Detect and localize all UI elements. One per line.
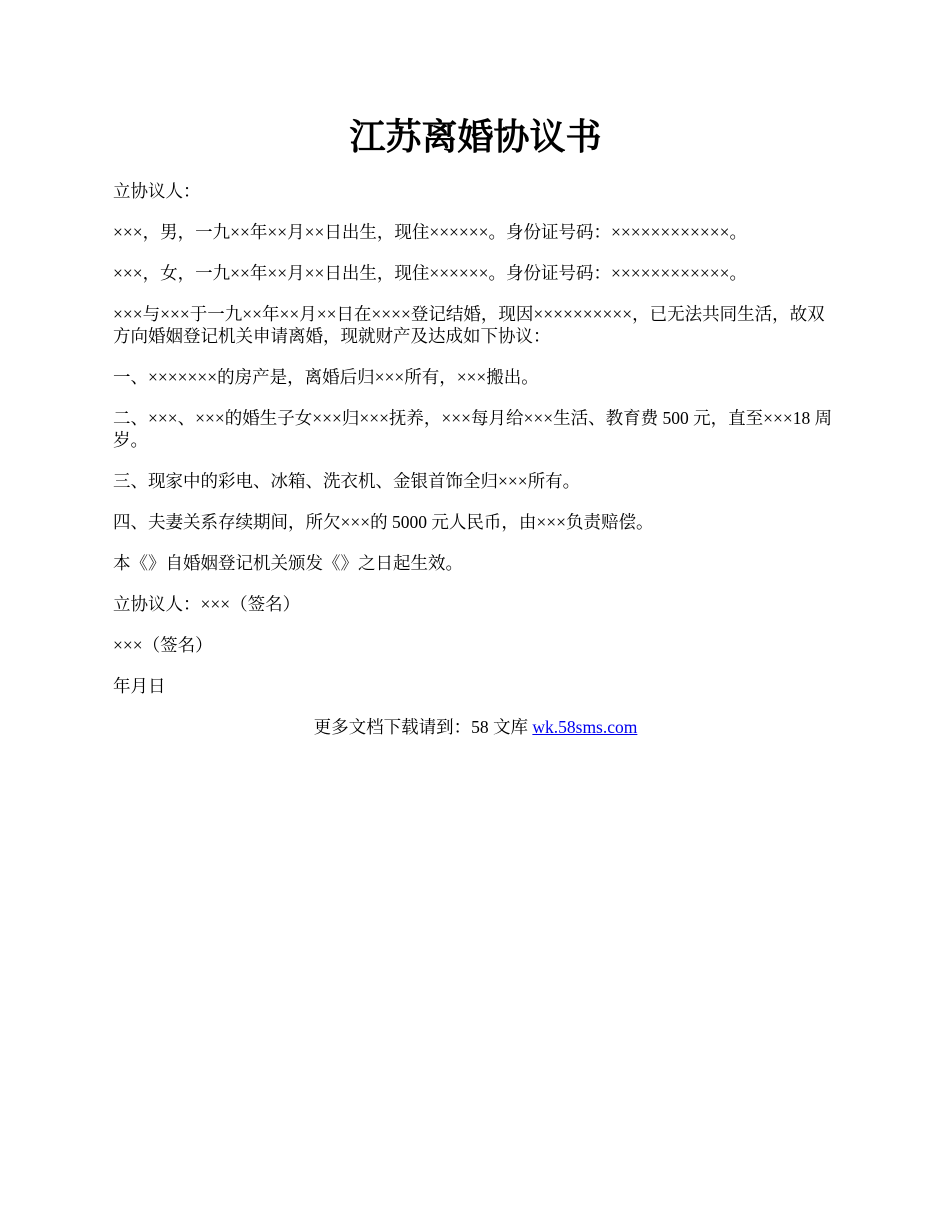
paragraph-effective: 本《》自婚姻登记机关颁发《》之日起生效。: [113, 553, 463, 573]
paragraph-marriage-statement: ×××与×××于一九××年××月××日在××××登记结婚，现因××××××××××，已无法共同生活，故双方向婚姻登记机关申请离婚，现就财产及达成如下协议：: [113, 304, 825, 346]
document-title: 江苏离婚协议书: [349, 117, 602, 157]
paragraph-party-female: ×××，女，一九××年××月××日出生，现住××××××。身份证号码：××××××××××××。: [113, 263, 747, 283]
paragraph-parties-heading: 立协议人：: [113, 181, 201, 201]
paragraph-clause-4: 四、夫妻关系存续期间，所欠×××的 5000 元人民币，由×××负责赔偿。: [113, 512, 654, 532]
paragraph-clause-2: 二、×××、×××的婚生子女×××归×××抚养，×××每月给×××生活、教育费 500 元，直至×××18 周岁。: [113, 408, 833, 450]
paragraph-signature-2: ×××（签名）: [113, 635, 213, 655]
footer-text: 更多文档下载请到：58 文库: [313, 717, 533, 737]
footer: [113, 716, 838, 738]
paragraph-clause-3: 三、现家中的彩电、冰箱、洗衣机、金银首饰全归×××所有。: [113, 471, 581, 491]
paragraph-clause-1: 一、×××××××的房产是，离婚后归×××所有，×××搬出。: [113, 367, 539, 387]
paragraph-signature-1: 立协议人：×××（签名）: [113, 594, 301, 614]
footer-link[interactable]: wk.58sms.com: [532, 717, 638, 737]
paragraph-date: 年月日: [113, 676, 166, 696]
paragraph-party-male: ×××，男，一九××年××月××日出生，现住××××××。身份证号码：××××××××××××。: [113, 222, 747, 242]
